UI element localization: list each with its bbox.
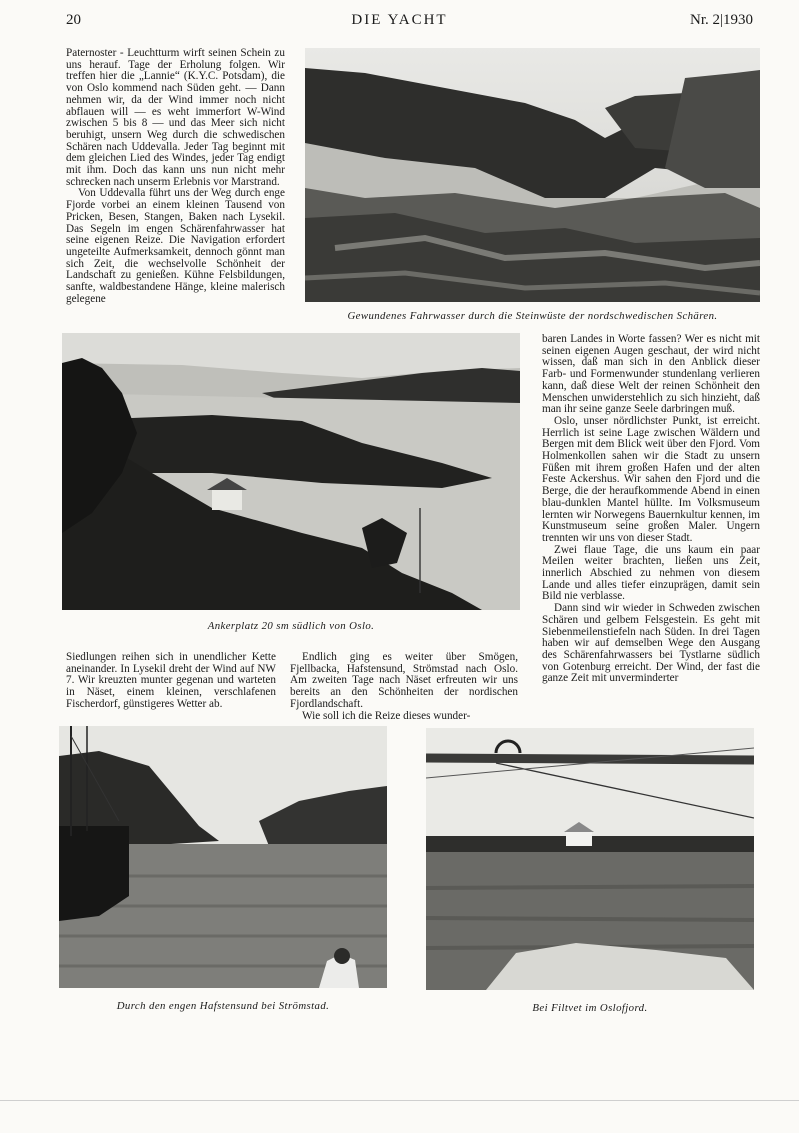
paragraph: Zwei flaue Tage, die uns kaum ein paar Meilen weiter brachten, ließen uns Zeit, innerlich Abschied zu nehmen von diesem Lande und alles tiefer einzuprägen, damit sein Bild nie verblasse. (542, 543, 760, 603)
paragraph: Von Uddevalla führt uns der Weg durch enge Fjorde vorbei an einem kleinen Tausend von Pricken, Besen, Stangen, Baken nach Lysekil. Das Segeln im engen Schärenfahrwasser hat seine eigenen Reize. Die Navigation erfordert ungeteilte Aufmerksamkeit, dennoch gönnt man sich Zeit, die wechselvolle Schönheit der Landschaft zu genießen. Kühne Felsbildungen, sanfte, waldbestandene Hänge, kleine malerisch gelegene (66, 187, 285, 305)
page-number: 20 (66, 12, 81, 28)
photo-anchorage (62, 333, 520, 610)
article-text-left-top (66, 48, 285, 305)
photo-filtvet (426, 728, 754, 990)
paragraph: baren Landes in Worte fassen? Wer es nicht mit seinen eigenen Augen geschaut, der wird nicht wissen, daß man sich in den Anblick dieser Farb- und Formenwunder stundenlang verlieren kann, daß diese Welt der reinen Schönheit den Menschen unwiderstehlich zu sich hinzieht, daß man ihr seine ganze Seele darbringen muß. (542, 333, 760, 416)
paragraph: Paternoster - Leuchtturm wirft seinen Schein zu uns herauf. Tage der Erholung folgen. Wir treffen hier die „Lannie“ (K.Y.C. Potsdam), die von Oslo kommend nach Süden geht. — Dann nehmen wir, da der Wind immer noch nicht abflauen will — es weht immerfort W-Wind zwischen 5 bis 8 — und das Meer sich nicht beruhigt, unsern Weg durch die schwedischen Schären nach Uddevalla. Jeder Tag beginnt mit dem gleichen Lied des Windes, jeder Tag endigt mit ihm. Doch das kann uns nun nicht mehr schrecken nach unserm Erlebnis vor Marstrand. (66, 47, 285, 188)
article-text-left-mid (66, 652, 276, 711)
paragraph: Siedlungen reihen sich in unendlicher Kette aneinander. In Lysekil dreht der Wind auf NW 7. Wir kreuzten munter gegenan und warteten in Näset, einem kleinen, verschlafenen Fischerdorf, günstigeres Wetter ab. (66, 651, 276, 710)
paragraph: Wie soll ich die Reize dieses wunder- (302, 709, 471, 722)
photo-hafstensund (59, 726, 387, 988)
caption-photo4: Bei Filtvet im Oslofjord. (532, 1002, 648, 1014)
paragraph: Oslo, unser nördlichster Punkt, ist erreicht. Herrlich ist seine Lage zwischen Wäldern und Bergen mit dem Blick weit über den Fjord. Vom Holmenkollen sahen wir die Stadt zu unsern Füßen mit ihrem großen Hafen und der alten Feste Ackershus. Wir sahen den Fjord und die Berge, die der heraufkommende Abend in einen blau-dunklen Mantel hüllte. Im Volksmuseum lernten wir Norwegens Bauernkultur kennen, im Kunstmuseum seine großen Maler. Ungern trennten wir uns von dieser Stadt. (542, 414, 760, 544)
article-text-right (542, 334, 760, 685)
caption-photo3: Durch den engen Hafstensund bei Strömstad. (116, 1000, 330, 1012)
paragraph: Endlich ging es weiter über Smögen, Fjellbacka, Hafstensund, Strömstad nach Oslo. Am zweiten Tage nach Näset erfreuten wir uns bereits an den Schönheiten der nordischen Fjordlandschaft. (290, 651, 518, 710)
issue-number: Nr. 2|1930 (689, 12, 753, 28)
caption-photo2: Ankerplatz 20 sm südlich von Oslo. (207, 620, 375, 632)
journal-title: DIE YACHT (351, 12, 448, 28)
paragraph: Dann sind wir wieder in Schweden zwischen Schären und gelbem Felsgestein. Es geht mit Siebenmeilenstiefeln nach Süden. In drei Tagen haben wir auf demselben Wege den Ausgang des Schärenfahrwassers bei Tystlarne südlich von Gotenburg erreicht. Der Wind, der fast die ganze Zeit mit unverminderter (542, 602, 760, 685)
photo-skerries (305, 48, 760, 302)
article-text-middle (290, 652, 518, 722)
caption-photo1: Gewundenes Fahrwasser durch die Steinwüste der nordschwedischen Schären. (347, 310, 718, 322)
page-edge-rule (0, 1100, 799, 1101)
